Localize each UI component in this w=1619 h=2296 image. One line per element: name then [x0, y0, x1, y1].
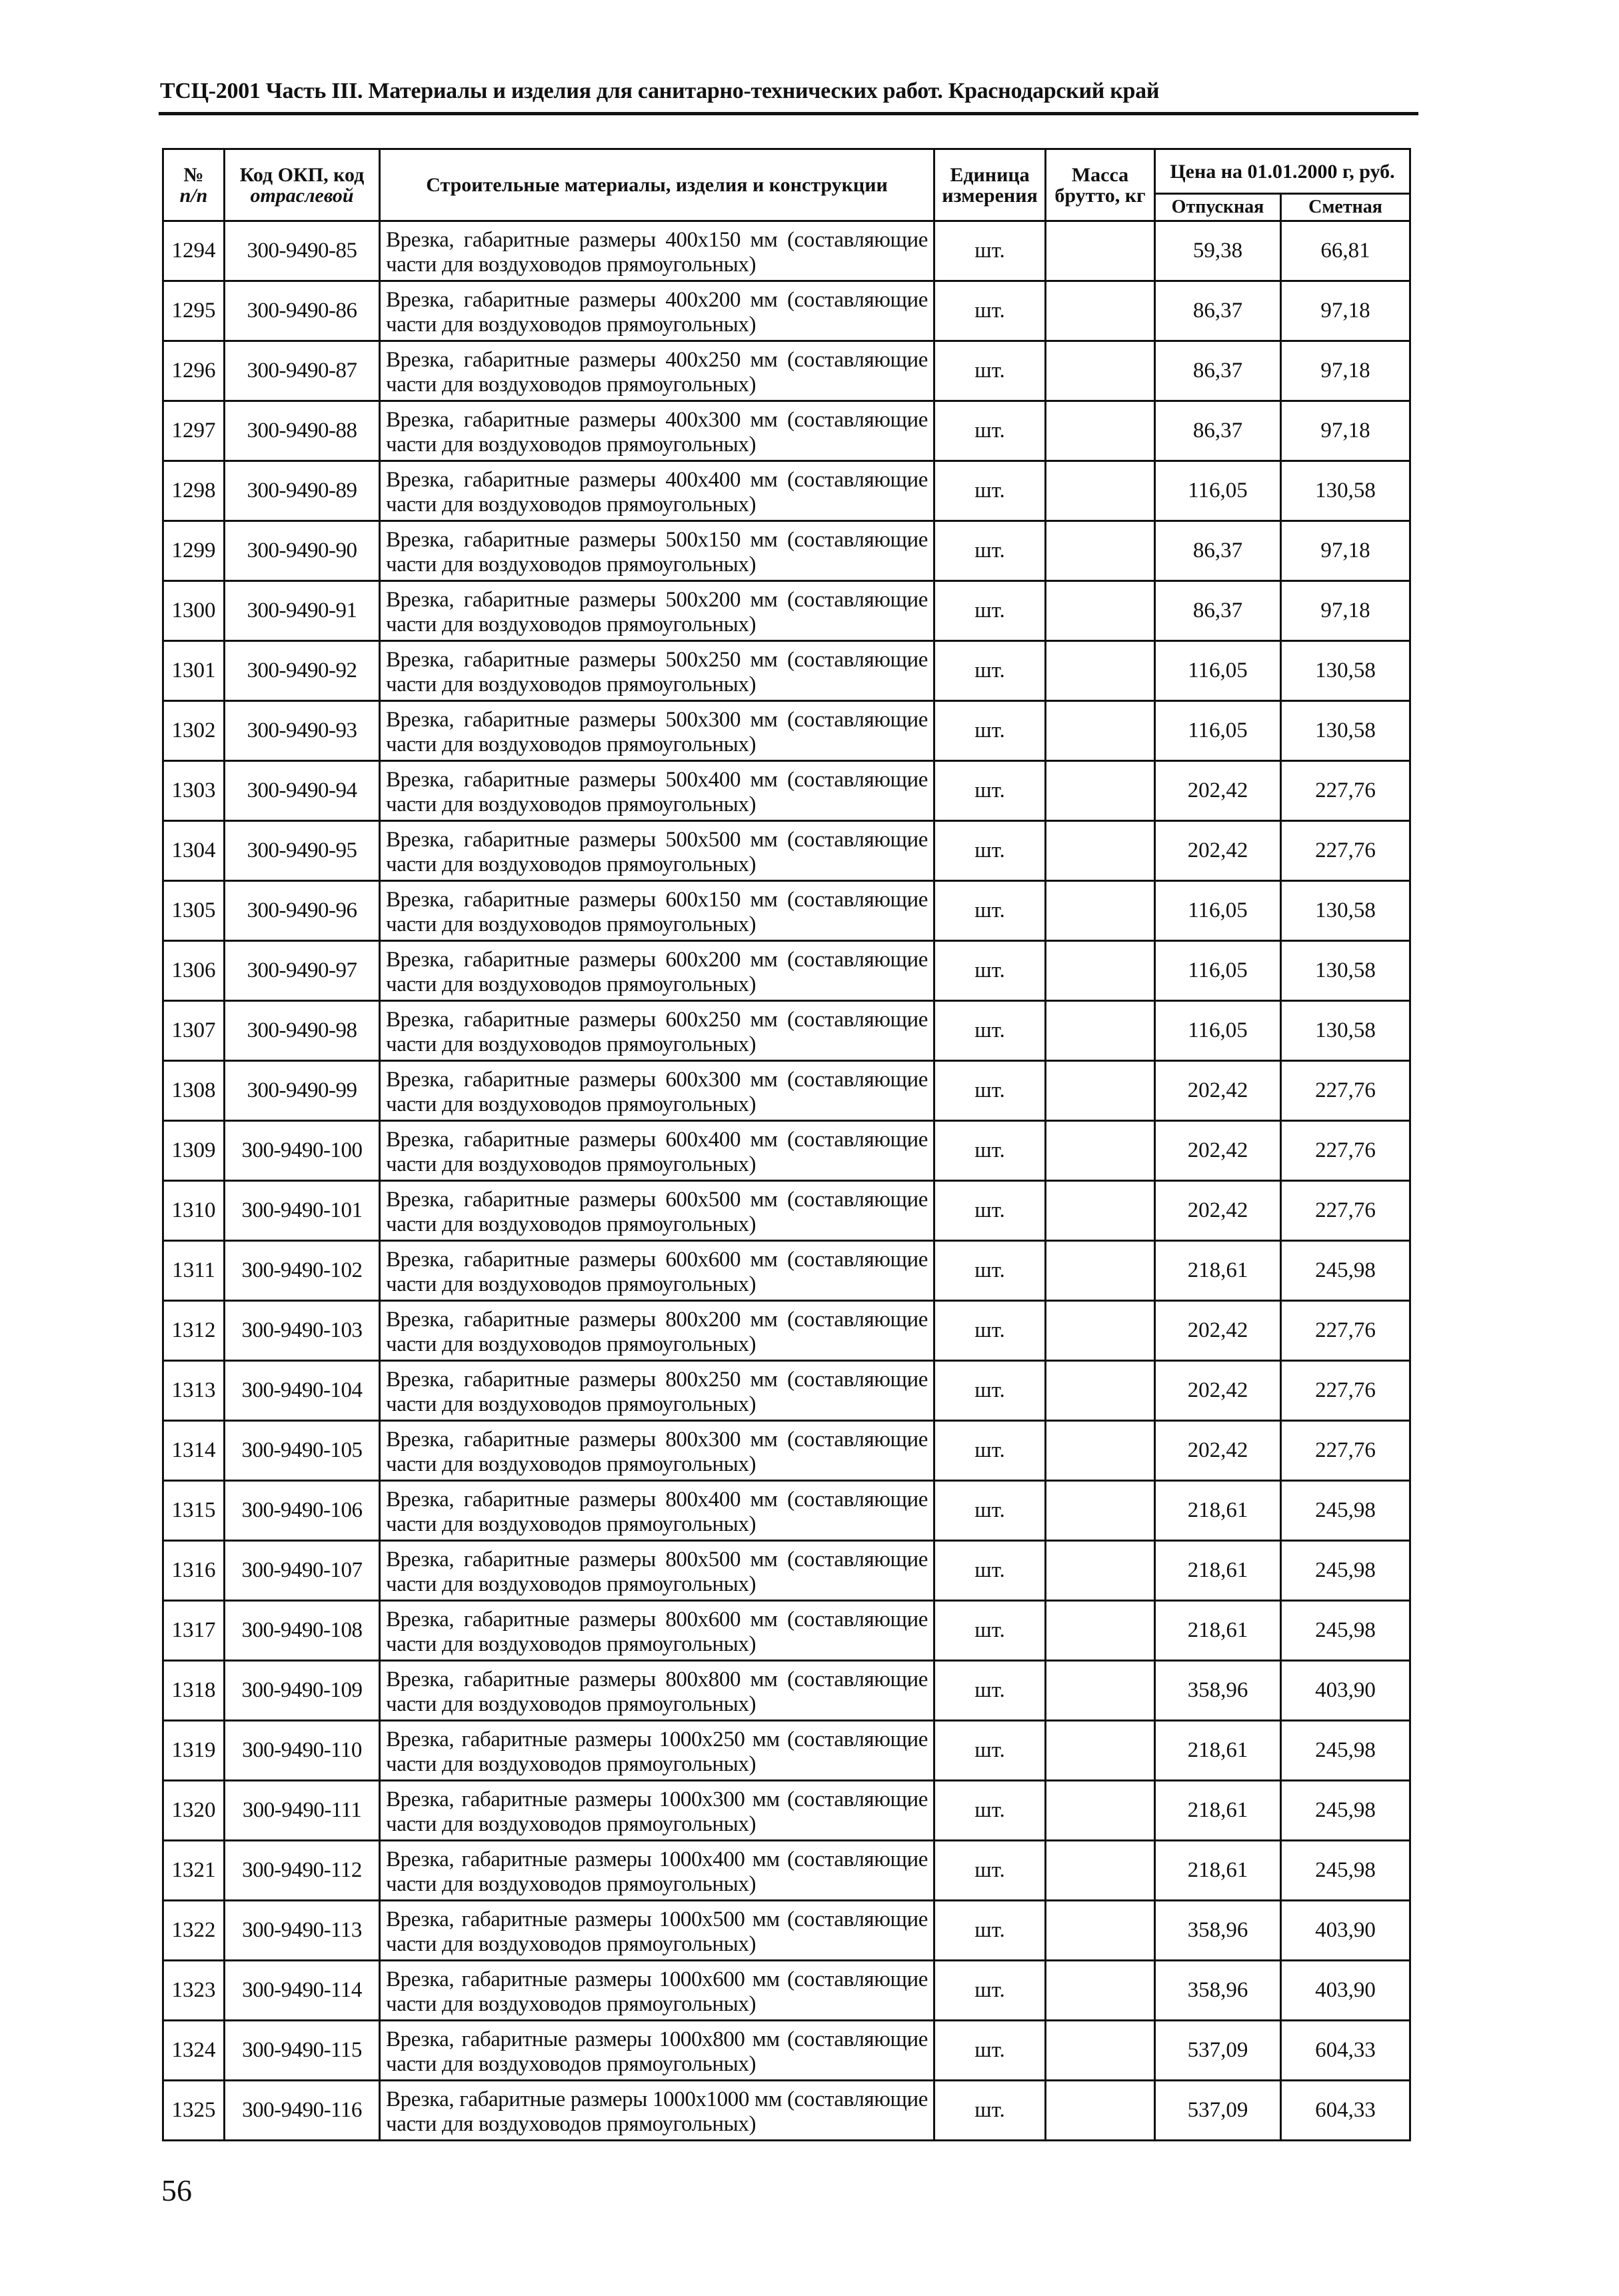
okp-code: 300-9490-86	[225, 281, 380, 341]
estimate-price: 403,90	[1281, 1661, 1410, 1721]
okp-code: 300-9490-92	[225, 641, 380, 701]
row-number: 1314	[163, 1421, 225, 1481]
material-name: Врезка, габаритные размеры 500x400 мм (составляющие части для воздуховодов прямоугольных)	[380, 761, 934, 821]
row-number: 1308	[163, 1061, 225, 1121]
estimate-price: 403,90	[1281, 1961, 1410, 2021]
gross-mass	[1046, 1841, 1155, 1901]
gross-mass	[1046, 1901, 1155, 1961]
release-price: 86,37	[1155, 341, 1281, 401]
estimate-price: 403,90	[1281, 1901, 1410, 1961]
release-price: 86,37	[1155, 281, 1281, 341]
estimate-price: 227,76	[1281, 1301, 1410, 1361]
gross-mass	[1046, 1181, 1155, 1241]
release-price: 59,38	[1155, 221, 1281, 281]
estimate-price: 245,98	[1281, 1721, 1410, 1781]
release-price: 86,37	[1155, 401, 1281, 461]
header-mass	[1046, 149, 1155, 221]
row-number: 1307	[163, 1001, 225, 1061]
estimate-price: 130,58	[1281, 641, 1410, 701]
material-name: Врезка, габаритные размеры 600x150 мм (составляющие части для воздуховодов прямоугольных)	[380, 881, 934, 941]
material-name: Врезка, габаритные размеры 400x150 мм (составляющие части для воздуховодов прямоугольных)	[380, 221, 934, 281]
row-number: 1294	[163, 221, 225, 281]
okp-code: 300-9490-111	[225, 1781, 380, 1841]
gross-mass	[1046, 1541, 1155, 1601]
table-row	[163, 1781, 1410, 1841]
material-name: Врезка, габаритные размеры 800x500 мм (составляющие части для воздуховодов прямоугольных)	[380, 1541, 934, 1601]
gross-mass	[1046, 881, 1155, 941]
release-price: 202,42	[1155, 1061, 1281, 1121]
header-price-estimate: Сметная	[1281, 194, 1410, 221]
release-price: 218,61	[1155, 1841, 1281, 1901]
price-table	[162, 148, 1411, 2141]
gross-mass	[1046, 1301, 1155, 1361]
unit-of-measure: шт.	[934, 2021, 1046, 2081]
table-row	[163, 1481, 1410, 1541]
unit-of-measure: шт.	[934, 1481, 1046, 1541]
release-price: 218,61	[1155, 1241, 1281, 1301]
estimate-price: 604,33	[1281, 2021, 1410, 2081]
table-row	[163, 1721, 1410, 1781]
okp-code: 300-9490-91	[225, 581, 380, 641]
gross-mass	[1046, 1601, 1155, 1661]
gross-mass	[1046, 221, 1155, 281]
unit-of-measure: шт.	[934, 701, 1046, 761]
estimate-price: 97,18	[1281, 401, 1410, 461]
estimate-price: 130,58	[1281, 461, 1410, 521]
unit-of-measure: шт.	[934, 2081, 1046, 2141]
estimate-price: 130,58	[1281, 1001, 1410, 1061]
header-row	[163, 149, 1410, 194]
row-number: 1309	[163, 1121, 225, 1181]
okp-code: 300-9490-101	[225, 1181, 380, 1241]
table-row	[163, 1361, 1410, 1421]
table-header	[163, 149, 1410, 221]
material-name: Врезка, габаритные размеры 500x200 мм (составляющие части для воздуховодов прямоугольных)	[380, 581, 934, 641]
unit-of-measure: шт.	[934, 1001, 1046, 1061]
table-row	[163, 761, 1410, 821]
header-name: Строительные материалы, изделия и конструкции	[380, 149, 934, 221]
page-number: 56	[161, 2173, 192, 2207]
table-body	[163, 221, 1410, 2141]
release-price: 116,05	[1155, 701, 1281, 761]
release-price: 218,61	[1155, 1601, 1281, 1661]
table-row	[163, 881, 1410, 941]
okp-code: 300-9490-106	[225, 1481, 380, 1541]
header-mass-line1: Масса	[1071, 163, 1129, 186]
okp-code: 300-9490-94	[225, 761, 380, 821]
row-number: 1297	[163, 401, 225, 461]
header-unit	[934, 149, 1046, 221]
okp-code: 300-9490-110	[225, 1721, 380, 1781]
material-name: Врезка, габаритные размеры 500x500 мм (составляющие части для воздуховодов прямоугольных)	[380, 821, 934, 881]
material-name: Врезка, габаритные размеры 400x250 мм (составляющие части для воздуховодов прямоугольных)	[380, 341, 934, 401]
header-num	[163, 149, 225, 221]
header-price-release: Отпускная	[1155, 194, 1281, 221]
unit-of-measure: шт.	[934, 1901, 1046, 1961]
estimate-price: 66,81	[1281, 221, 1410, 281]
material-name: Врезка, габаритные размеры 400x300 мм (составляющие части для воздуховодов прямоугольных)	[380, 401, 934, 461]
material-name: Врезка, габаритные размеры 400x400 мм (составляющие части для воздуховодов прямоугольных)	[380, 461, 934, 521]
table-row	[163, 1181, 1410, 1241]
okp-code: 300-9490-95	[225, 821, 380, 881]
material-name: Врезка, габаритные размеры 600x200 мм (составляющие части для воздуховодов прямоугольных)	[380, 941, 934, 1001]
release-price: 116,05	[1155, 941, 1281, 1001]
estimate-price: 604,33	[1281, 2081, 1410, 2141]
table-row	[163, 2021, 1410, 2081]
release-price: 218,61	[1155, 1481, 1281, 1541]
gross-mass	[1046, 2081, 1155, 2141]
unit-of-measure: шт.	[934, 1841, 1046, 1901]
gross-mass	[1046, 1961, 1155, 2021]
gross-mass	[1046, 761, 1155, 821]
release-price: 116,05	[1155, 881, 1281, 941]
material-name: Врезка, габаритные размеры 600x500 мм (составляющие части для воздуховодов прямоугольных)	[380, 1181, 934, 1241]
unit-of-measure: шт.	[934, 581, 1046, 641]
row-number: 1300	[163, 581, 225, 641]
gross-mass	[1046, 401, 1155, 461]
table-row	[163, 1541, 1410, 1601]
okp-code: 300-9490-115	[225, 2021, 380, 2081]
unit-of-measure: шт.	[934, 1961, 1046, 2021]
okp-code: 300-9490-88	[225, 401, 380, 461]
okp-code: 300-9490-105	[225, 1421, 380, 1481]
table-row	[163, 1121, 1410, 1181]
okp-code: 300-9490-100	[225, 1121, 380, 1181]
estimate-price: 97,18	[1281, 281, 1410, 341]
table-row	[163, 401, 1410, 461]
header-mass-line2: брутто, кг	[1054, 184, 1146, 207]
release-price: 116,05	[1155, 641, 1281, 701]
material-name: Врезка, габаритные размеры 500x250 мм (составляющие части для воздуховодов прямоугольных)	[380, 641, 934, 701]
unit-of-measure: шт.	[934, 1181, 1046, 1241]
material-name: Врезка, габаритные размеры 800x200 мм (составляющие части для воздуховодов прямоугольных)	[380, 1301, 934, 1361]
table-row	[163, 1601, 1410, 1661]
gross-mass	[1046, 1241, 1155, 1301]
estimate-price: 227,76	[1281, 1421, 1410, 1481]
unit-of-measure: шт.	[934, 281, 1046, 341]
row-number: 1316	[163, 1541, 225, 1601]
material-name: Врезка, габаритные размеры 800x800 мм (составляющие части для воздуховодов прямоугольных)	[380, 1661, 934, 1721]
row-number: 1321	[163, 1841, 225, 1901]
gross-mass	[1046, 1061, 1155, 1121]
row-number: 1322	[163, 1901, 225, 1961]
header-rule	[159, 112, 1418, 115]
header-num-line1: №	[183, 163, 204, 186]
material-name: Врезка, габаритные размеры 800x300 мм (составляющие части для воздуховодов прямоугольных)	[380, 1421, 934, 1481]
gross-mass	[1046, 941, 1155, 1001]
okp-code: 300-9490-96	[225, 881, 380, 941]
table-row	[163, 1841, 1410, 1901]
material-name: Врезка, габаритные размеры 600x250 мм (составляющие части для воздуховодов прямоугольных)	[380, 1001, 934, 1061]
release-price: 202,42	[1155, 821, 1281, 881]
row-number: 1303	[163, 761, 225, 821]
estimate-price: 227,76	[1281, 1361, 1410, 1421]
gross-mass	[1046, 1481, 1155, 1541]
release-price: 116,05	[1155, 1001, 1281, 1061]
gross-mass	[1046, 701, 1155, 761]
gross-mass	[1046, 821, 1155, 881]
material-name: Врезка, габаритные размеры 1000x500 мм (составляющие части для воздуховодов прямоугольных)	[380, 1901, 934, 1961]
release-price: 202,42	[1155, 1301, 1281, 1361]
row-number: 1305	[163, 881, 225, 941]
estimate-price: 245,98	[1281, 1601, 1410, 1661]
estimate-price: 227,76	[1281, 821, 1410, 881]
material-name: Врезка, габаритные размеры 600x400 мм (составляющие части для воздуховодов прямоугольных)	[380, 1121, 934, 1181]
release-price: 537,09	[1155, 2021, 1281, 2081]
release-price: 202,42	[1155, 761, 1281, 821]
release-price: 358,96	[1155, 1961, 1281, 2021]
table-row	[163, 1241, 1410, 1301]
row-number: 1312	[163, 1301, 225, 1361]
row-number: 1298	[163, 461, 225, 521]
gross-mass	[1046, 1661, 1155, 1721]
row-number: 1325	[163, 2081, 225, 2141]
estimate-price: 97,18	[1281, 521, 1410, 581]
table-row	[163, 581, 1410, 641]
material-name: Врезка, габаритные размеры 1000x400 мм (составляющие части для воздуховодов прямоугольных)	[380, 1841, 934, 1901]
gross-mass	[1046, 641, 1155, 701]
estimate-price: 130,58	[1281, 701, 1410, 761]
row-number: 1319	[163, 1721, 225, 1781]
unit-of-measure: шт.	[934, 341, 1046, 401]
row-number: 1324	[163, 2021, 225, 2081]
header-unit-line1: Единица	[950, 163, 1030, 186]
unit-of-measure: шт.	[934, 881, 1046, 941]
row-number: 1299	[163, 521, 225, 581]
okp-code: 300-9490-87	[225, 341, 380, 401]
okp-code: 300-9490-108	[225, 1601, 380, 1661]
unit-of-measure: шт.	[934, 1541, 1046, 1601]
material-name: Врезка, габаритные размеры 600x300 мм (составляющие части для воздуховодов прямоугольных)	[380, 1061, 934, 1121]
unit-of-measure: шт.	[934, 1781, 1046, 1841]
okp-code: 300-9490-98	[225, 1001, 380, 1061]
release-price: 202,42	[1155, 1181, 1281, 1241]
gross-mass	[1046, 581, 1155, 641]
release-price: 202,42	[1155, 1121, 1281, 1181]
gross-mass	[1046, 461, 1155, 521]
material-name: Врезка, габаритные размеры 800x250 мм (составляющие части для воздуховодов прямоугольных)	[380, 1361, 934, 1421]
row-number: 1295	[163, 281, 225, 341]
release-price: 358,96	[1155, 1661, 1281, 1721]
material-name: Врезка, габаритные размеры 600x600 мм (составляющие части для воздуховодов прямоугольных)	[380, 1241, 934, 1301]
unit-of-measure: шт.	[934, 221, 1046, 281]
row-number: 1315	[163, 1481, 225, 1541]
estimate-price: 245,98	[1281, 1541, 1410, 1601]
estimate-price: 97,18	[1281, 341, 1410, 401]
gross-mass	[1046, 1721, 1155, 1781]
row-number: 1318	[163, 1661, 225, 1721]
unit-of-measure: шт.	[934, 641, 1046, 701]
row-number: 1323	[163, 1961, 225, 2021]
material-name: Врезка, габаритные размеры 400x200 мм (составляющие части для воздуховодов прямоугольных)	[380, 281, 934, 341]
table-row	[163, 641, 1410, 701]
okp-code: 300-9490-99	[225, 1061, 380, 1121]
okp-code: 300-9490-85	[225, 221, 380, 281]
table-row	[163, 1961, 1410, 2021]
table-row	[163, 341, 1410, 401]
row-number: 1320	[163, 1781, 225, 1841]
estimate-price: 227,76	[1281, 1181, 1410, 1241]
gross-mass	[1046, 1781, 1155, 1841]
okp-code: 300-9490-89	[225, 461, 380, 521]
material-name: Врезка, габаритные размеры 1000x1000 мм (составляющие части для воздуховодов прямоугольных)	[380, 2081, 934, 2141]
material-name: Врезка, габаритные размеры 500x300 мм (составляющие части для воздуховодов прямоугольных)	[380, 701, 934, 761]
table-row	[163, 1901, 1410, 1961]
unit-of-measure: шт.	[934, 1241, 1046, 1301]
estimate-price: 130,58	[1281, 941, 1410, 1001]
material-name: Врезка, габаритные размеры 1000x250 мм (составляющие части для воздуховодов прямоугольных)	[380, 1721, 934, 1781]
release-price: 202,42	[1155, 1421, 1281, 1481]
row-number: 1313	[163, 1361, 225, 1421]
table-row	[163, 521, 1410, 581]
row-number: 1302	[163, 701, 225, 761]
estimate-price: 130,58	[1281, 881, 1410, 941]
material-name: Врезка, габаритные размеры 1000x600 мм (составляющие части для воздуховодов прямоугольных)	[380, 1961, 934, 2021]
unit-of-measure: шт.	[934, 1601, 1046, 1661]
okp-code: 300-9490-102	[225, 1241, 380, 1301]
unit-of-measure: шт.	[934, 1421, 1046, 1481]
row-number: 1296	[163, 341, 225, 401]
release-price: 218,61	[1155, 1541, 1281, 1601]
estimate-price: 227,76	[1281, 1121, 1410, 1181]
table-row	[163, 701, 1410, 761]
material-name: Врезка, габаритные размеры 1000x300 мм (составляющие части для воздуховодов прямоугольных)	[380, 1781, 934, 1841]
material-name: Врезка, габаритные размеры 500x150 мм (составляющие части для воздуховодов прямоугольных)	[380, 521, 934, 581]
unit-of-measure: шт.	[934, 1301, 1046, 1361]
table-row	[163, 1421, 1410, 1481]
gross-mass	[1046, 2021, 1155, 2081]
table-row	[163, 1661, 1410, 1721]
gross-mass	[1046, 341, 1155, 401]
page-header-title: ТСЦ-2001 Часть III. Материалы и изделия для санитарно-технических работ. Краснодарский край	[160, 79, 1160, 103]
estimate-price: 245,98	[1281, 1781, 1410, 1841]
table-row	[163, 221, 1410, 281]
release-price: 218,61	[1155, 1721, 1281, 1781]
header-unit-line2: измерения	[942, 184, 1038, 207]
okp-code: 300-9490-103	[225, 1301, 380, 1361]
release-price: 86,37	[1155, 521, 1281, 581]
okp-code: 300-9490-109	[225, 1661, 380, 1721]
header-code-line1: Код ОКП, код	[239, 163, 365, 186]
unit-of-measure: шт.	[934, 821, 1046, 881]
okp-code: 300-9490-112	[225, 1841, 380, 1901]
unit-of-measure: шт.	[934, 461, 1046, 521]
table-row	[163, 1301, 1410, 1361]
unit-of-measure: шт.	[934, 1061, 1046, 1121]
estimate-price: 245,98	[1281, 1481, 1410, 1541]
header-price-group: Цена на 01.01.2000 г, руб.	[1155, 149, 1410, 194]
estimate-price: 97,18	[1281, 581, 1410, 641]
estimate-price: 245,98	[1281, 1241, 1410, 1301]
estimate-price: 227,76	[1281, 1061, 1410, 1121]
header-code-line2: отраслевой	[250, 184, 354, 207]
table-row	[163, 821, 1410, 881]
row-number: 1311	[163, 1241, 225, 1301]
okp-code: 300-9490-113	[225, 1901, 380, 1961]
table-row	[163, 1061, 1410, 1121]
unit-of-measure: шт.	[934, 1721, 1046, 1781]
gross-mass	[1046, 1001, 1155, 1061]
okp-code: 300-9490-97	[225, 941, 380, 1001]
gross-mass	[1046, 521, 1155, 581]
okp-code: 300-9490-116	[225, 2081, 380, 2141]
unit-of-measure: шт.	[934, 401, 1046, 461]
unit-of-measure: шт.	[934, 761, 1046, 821]
release-price: 537,09	[1155, 2081, 1281, 2141]
okp-code: 300-9490-90	[225, 521, 380, 581]
okp-code: 300-9490-93	[225, 701, 380, 761]
release-price: 86,37	[1155, 581, 1281, 641]
okp-code: 300-9490-104	[225, 1361, 380, 1421]
gross-mass	[1046, 281, 1155, 341]
row-number: 1310	[163, 1181, 225, 1241]
material-name: Врезка, габаритные размеры 800x400 мм (составляющие части для воздуховодов прямоугольных)	[380, 1481, 934, 1541]
table-row	[163, 461, 1410, 521]
header-num-line2: п/п	[179, 184, 208, 207]
row-number: 1301	[163, 641, 225, 701]
material-name: Врезка, габаритные размеры 1000x800 мм (составляющие части для воздуховодов прямоугольных)	[380, 2021, 934, 2081]
gross-mass	[1046, 1121, 1155, 1181]
table-row	[163, 2081, 1410, 2141]
okp-code: 300-9490-114	[225, 1961, 380, 2021]
release-price: 116,05	[1155, 461, 1281, 521]
unit-of-measure: шт.	[934, 941, 1046, 1001]
gross-mass	[1046, 1421, 1155, 1481]
material-name: Врезка, габаритные размеры 800x600 мм (составляющие части для воздуховодов прямоугольных)	[380, 1601, 934, 1661]
estimate-price: 227,76	[1281, 761, 1410, 821]
release-price: 202,42	[1155, 1361, 1281, 1421]
okp-code: 300-9490-107	[225, 1541, 380, 1601]
release-price: 358,96	[1155, 1901, 1281, 1961]
header-code	[225, 149, 380, 221]
release-price: 218,61	[1155, 1781, 1281, 1841]
estimate-price: 245,98	[1281, 1841, 1410, 1901]
row-number: 1304	[163, 821, 225, 881]
table-row	[163, 941, 1410, 1001]
gross-mass	[1046, 1361, 1155, 1421]
row-number: 1317	[163, 1601, 225, 1661]
row-number: 1306	[163, 941, 225, 1001]
unit-of-measure: шт.	[934, 1661, 1046, 1721]
table-row	[163, 1001, 1410, 1061]
unit-of-measure: шт.	[934, 1361, 1046, 1421]
table-row	[163, 281, 1410, 341]
unit-of-measure: шт.	[934, 521, 1046, 581]
unit-of-measure: шт.	[934, 1121, 1046, 1181]
